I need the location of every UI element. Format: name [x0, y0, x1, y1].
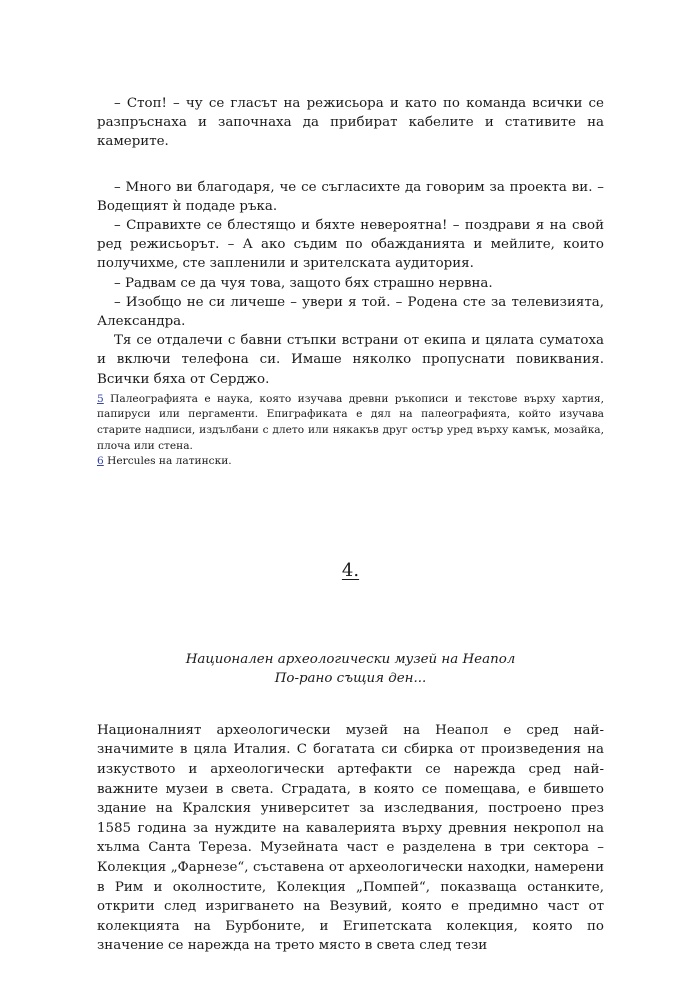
footnote-text: Палеографията е наука, която изучава древни ръкописи и текстове върху хартия, папируси или пергаменти. Епиграфиката е дял на палеографията, който изучава старите надписи, издълбани с длето или някакъв друг остър уред върху камък, мозайка, плоча или стена. — [97, 392, 604, 452]
chapter-epigraph — [97, 650, 604, 689]
epigraph-location: Национален археологически музей на Неапол — [185, 651, 516, 667]
dialogue-block — [97, 178, 604, 389]
footnote-text: Hercules на латински. — [103, 455, 232, 468]
footnote-link[interactable]: 6 — [97, 455, 104, 468]
footnote — [97, 454, 604, 470]
narrative-paragraph: Тя се отдалечи с бавни стъпки встрани от екипа и цялата суматоха и включи телефона си. Имаше няколко пропуснати повиквания. Всички бяха от Серджо. — [97, 333, 604, 387]
dialogue-paragraph: – Справихте се блестящо и бяхте невероятна! – поздрави я на свой ред режисьорът. – А ако съдим по обажданията и мейлите, които получихме, сте запленили и зрителската аудитория. — [97, 218, 604, 272]
chapter-number: 4. — [341, 559, 360, 581]
dialogue-paragraph: – Много ви благодаря, че се съгласихте да говорим за проекта ви. – Водещият ѝ подаде ръка. — [97, 179, 604, 214]
body-paragraph: Националният археологически музей на Неапол е сред най-значимите в цяла Италия. С богатата си сбирка от произведения на изкуството и археологически артефакти се нарежда сред най-важните музеи в света. Сградата, в която се помещава, е бившето здание на Кралския университет за изследвания, построено през 1585 година за нуждите на кавалерията върху древния некропол на хълма Санта Тереза. Музейната част е разделена в три сектора – Колекция „Фарнезе“, съставена от археологически находки, намерени в Рим и околностите, Колекция „Помпей“, показваща останките, открити след изригването на Везувий, която е предимно част от колекцията на Бурбоните, и Египетската колекция, която по значение се нарежда на трето място в света след тези — [97, 722, 604, 954]
dialogue-paragraph: – Изобщо не си личеше – увери я той. – Родена сте за телевизията, Александра. — [97, 294, 604, 330]
dialogue-paragraph: – Радвам се да чуя това, защото бях страшно нервна. — [114, 275, 493, 291]
document-page — [97, 94, 604, 969]
chapter-heading — [97, 560, 604, 582]
footnote-link[interactable]: 5 — [97, 392, 104, 405]
footnotes — [97, 392, 604, 470]
dialogue-paragraph: – Стоп! – чу се гласът на режисьора и като по команда всички се разпръснаха и започнаха да прибират кабелите и стативите на камерите. — [97, 96, 604, 150]
footnote — [97, 392, 604, 454]
epigraph-time: По-рано същия ден... — [274, 671, 427, 687]
